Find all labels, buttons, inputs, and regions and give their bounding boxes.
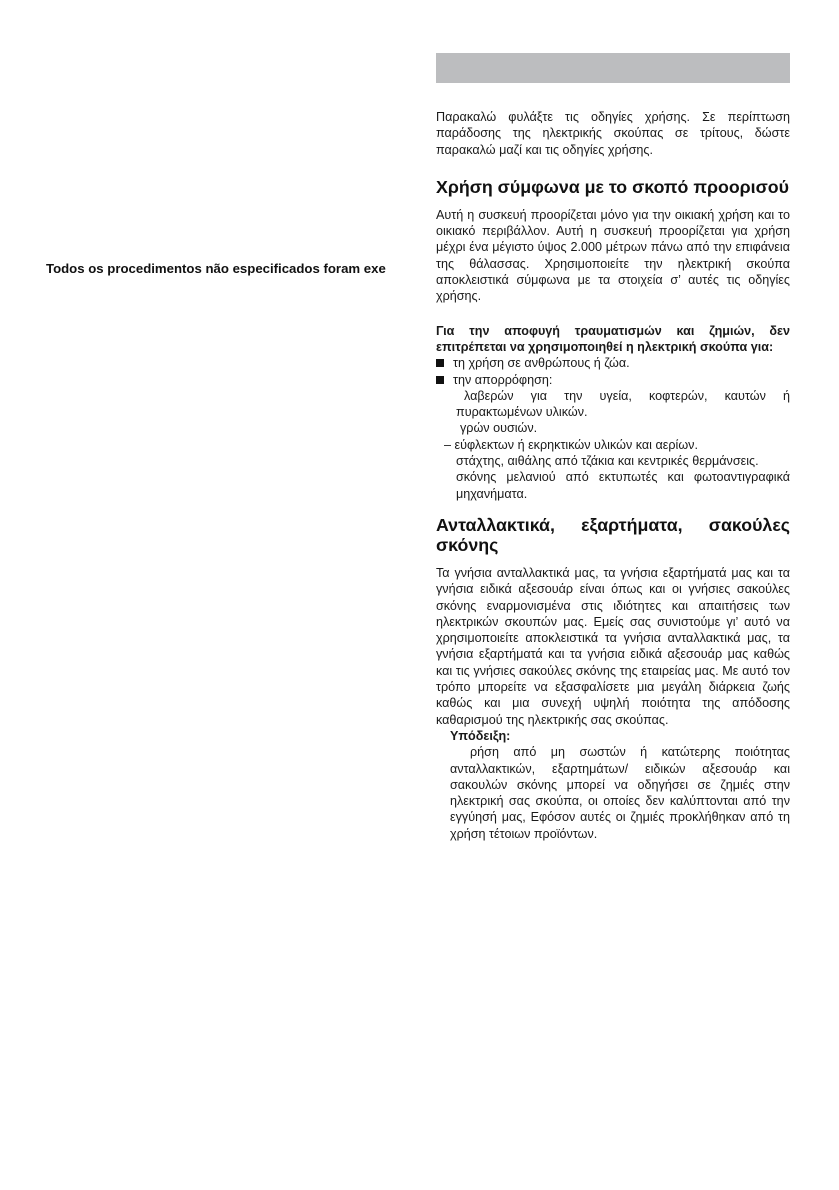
untranslated-note: Todos os procedimentos não especificados foram exe bbox=[46, 261, 386, 276]
manual-column bbox=[436, 53, 790, 842]
intro-paragraph: Παρακαλώ φυλάξτε τις οδηγίες χρήσης. Σε περίπτωση παράδοσης της ηλεκτρικής σκούπας σε τρίτους, δώστε παρακαλώ μαζί και τις οδηγίες χρήσης. bbox=[436, 110, 790, 157]
section-header-bar bbox=[436, 53, 790, 83]
sub-item: στάχτης, αιθάλης από τζάκια και κεντρικές θερμάνσεις. bbox=[456, 454, 759, 469]
bullet-square-icon bbox=[436, 376, 444, 384]
intended-use-paragraph: Αυτή η συσκευή προορίζεται μόνο για την οικιακή χρήση και το οικιακό περιβάλλον. Αυτή η συσκευή προορίζεται για χρήση μέχρι ένα μέγιστο ύψος 2.000 μέτρων πάνω από την επιφάνεια της θάλασσας. Χρησιμοποιείτε την ηλεκτρική σκούπα αποκλειστικά σύμφωνα με τα στοιχεία σ’ αυτές τις οδηγίες χρήσης. bbox=[436, 207, 790, 304]
absorption-sublist bbox=[436, 388, 790, 502]
note-block bbox=[436, 744, 790, 842]
warning-heading: Για την αποφυγή τραυματισμών και ζημιών, δεν επιτρέπεται να χρησιμοποιηθεί η ηλεκτρική σκούπα για: bbox=[436, 323, 790, 354]
note-paragraph: ρήση από μη σωστών ή κατώτερης ποιότητας ανταλλακτικών, εξαρτημάτων/ ειδικών αξεσουάρ και σακουλών σκόνης μπορεί να οδηγήσει σε ζημιές στην ηλεκτρική σας σκούπα, οι οποίες δεν καλύπτονται από την εγγύησή μας, Εφόσον αυτές οι ζημιές προκλήθηκαν από τη χρήση τέτοιων προϊόντων. bbox=[450, 745, 790, 841]
section-title-spare-parts: Ανταλλακτικά, εξαρτήματα, σακούλες σκόνης bbox=[436, 514, 790, 555]
sub-item: γρών ουσιών. bbox=[460, 421, 538, 436]
list-item: την απορρόφηση: bbox=[436, 372, 790, 388]
sub-item: – εύφλεκτων ή εκρηκτικών υλικών και αερίων. bbox=[444, 437, 698, 452]
note-title: Υπόδειξη: bbox=[450, 728, 511, 743]
bullet-square-icon bbox=[436, 359, 444, 367]
sub-item: λαβερών για την υγεία, κοφτερών, καυτών ή πυρακτωμένων υλικών. bbox=[456, 388, 790, 420]
prohibited-uses-list bbox=[436, 355, 790, 388]
spare-parts-paragraph: Τα γνήσια ανταλλακτικά μας, τα γνήσια εξαρτήματά μας και τα γνήσια ειδικά αξεσουάρ είναι όπως και οι γνήσιες σακούλες σκόνης εναρμονισμένα στις ιδιότητες και απαιτήσεις των ηλεκτρικών σκουπών μας. Εμείς σας συνιστούμε γι’ αυτό να χρησιμοποιείτε αποκλειστικά τα γνήσια ανταλλακτικά μας, τα γνήσια εξαρτήματά και τα γνήσια ειδικά αξεσουάρ μας καθώς και τις γνήσιες σακούλες σκόνης της εταιρείας μας. Με αυτό τον τρόπο μπορείτε να εξασφαλίσετε μια μεγάλη διάρκεια ζωής καθώς και μια συνεχή υψηλή ποιότητα της απόδοσης καθαρισμού της ηλεκτρικής σας σκούπας. bbox=[436, 565, 790, 727]
sub-item: σκόνης μελανιού από εκτυπωτές και φωτοαντιγραφικά μηχανήματα. bbox=[456, 470, 790, 501]
list-item: τη χρήση σε ανθρώπους ή ζώα. bbox=[436, 355, 790, 371]
section-title-intended-use: Χρήση σύμφωνα με το σκοπό προορισού bbox=[436, 176, 790, 197]
